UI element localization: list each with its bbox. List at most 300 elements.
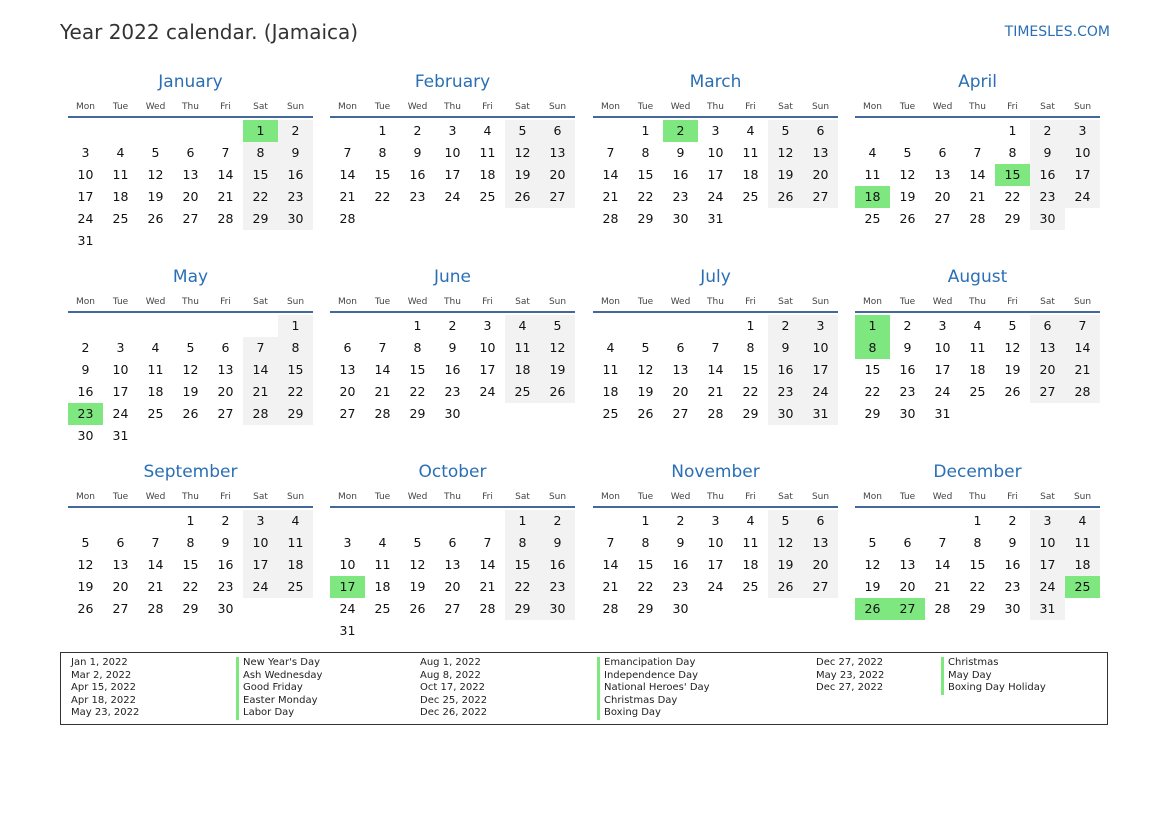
holiday-day-cell: 25	[1065, 576, 1100, 598]
day-cell: 19	[637, 384, 654, 399]
weekday-label: Sun	[286, 492, 305, 502]
day-cell: 2	[413, 123, 422, 138]
day-cell: 10	[243, 532, 278, 554]
day-cell: 2	[1008, 513, 1017, 528]
day-cell: 21	[1065, 359, 1100, 381]
day-cell: 1	[1008, 123, 1017, 138]
day-cell: 29	[637, 211, 654, 226]
day-cell: 5	[1008, 318, 1017, 333]
day-cell: 23	[672, 189, 689, 204]
day-cell: 31	[803, 403, 838, 425]
day-cell: 28	[969, 211, 986, 226]
day-cell: 16	[217, 557, 234, 572]
day-cell: 27	[444, 601, 461, 616]
weekday-label: Thu	[182, 492, 199, 502]
day-cell: 12	[1004, 340, 1021, 355]
day-cell: 19	[768, 164, 803, 186]
day-grid	[68, 510, 313, 642]
weekday-label: Sat	[778, 297, 793, 307]
day-cell: 28	[243, 403, 278, 425]
day-cell: 3	[938, 318, 947, 333]
day-cell: 12	[768, 532, 803, 554]
day-cell: 19	[1004, 362, 1021, 377]
day-cell: 13	[803, 532, 838, 554]
day-cell: 25	[864, 211, 881, 226]
day-cell: 19	[768, 554, 803, 576]
day-cell: 3	[483, 318, 492, 333]
day-cell: 22	[182, 579, 199, 594]
site-link[interactable]: TIMESLES.COM	[1004, 24, 1110, 40]
day-cell: 30	[444, 406, 461, 421]
legend-holiday-name: Christmas Day	[597, 695, 677, 708]
day-cell: 19	[182, 384, 199, 399]
day-cell: 17	[77, 189, 94, 204]
day-cell: 26	[1004, 384, 1021, 399]
day-cell: 28	[217, 211, 234, 226]
day-cell: 13	[217, 362, 234, 377]
legend-date: May 23, 2022	[71, 707, 140, 719]
day-cell: 13	[182, 167, 199, 182]
day-cell: 17	[444, 167, 461, 182]
day-cell: 8	[243, 142, 278, 164]
month-name: January	[158, 72, 223, 92]
day-cell: 6	[343, 340, 352, 355]
day-cell: 19	[505, 164, 540, 186]
header-rule	[855, 506, 1100, 508]
month-name: December	[933, 462, 1022, 482]
weekday-label: Thu	[969, 297, 986, 307]
day-cell: 18	[479, 167, 496, 182]
day-cell: 17	[803, 359, 838, 381]
day-cell: 18	[112, 189, 129, 204]
weekday-label: Mon	[863, 102, 882, 112]
weekday-header	[68, 492, 313, 504]
day-cell: 21	[707, 384, 724, 399]
legend-holiday-name: National Heroes' Day	[597, 682, 710, 695]
day-cell: 8	[505, 532, 540, 554]
weekday-label: Sat	[253, 492, 268, 502]
day-cell: 14	[602, 167, 619, 182]
day-cell: 11	[479, 145, 496, 160]
day-cell: 3	[81, 145, 90, 160]
day-grid	[330, 510, 575, 642]
legend-holiday-name: Boxing Day Holiday	[941, 682, 1046, 695]
day-cell: 3	[711, 513, 720, 528]
day-grid	[593, 510, 838, 642]
day-cell: 19	[899, 189, 916, 204]
day-cell: 26	[409, 601, 426, 616]
weekday-label: Wed	[670, 102, 691, 112]
day-cell: 14	[1065, 337, 1100, 359]
legend-date: May 23, 2022	[816, 669, 885, 681]
day-cell: 22	[637, 579, 654, 594]
day-cell: 27	[339, 406, 356, 421]
day-cell: 6	[116, 535, 125, 550]
day-cell: 11	[112, 167, 129, 182]
day-cell: 28	[934, 601, 951, 616]
day-cell: 6	[903, 535, 912, 550]
weekday-header	[330, 102, 575, 114]
legend-holiday-name: Labor Day	[236, 707, 294, 720]
day-cell: 29	[1004, 211, 1021, 226]
day-cell: 17	[112, 384, 129, 399]
day-cell: 11	[969, 340, 986, 355]
day-cell: 1	[378, 123, 387, 138]
weekday-label: Wed	[670, 297, 691, 307]
month-name: October	[418, 462, 487, 482]
day-cell: 20	[217, 384, 234, 399]
day-cell: 4	[278, 510, 313, 532]
day-cell: 18	[147, 384, 164, 399]
weekday-label: Thu	[969, 102, 986, 112]
day-cell: 11	[147, 362, 164, 377]
weekday-label: Tue	[637, 102, 654, 112]
day-grid	[855, 315, 1100, 447]
legend-holiday-name: Christmas	[941, 657, 998, 670]
holiday-day-cell: 27	[890, 598, 925, 620]
weekday-label: Thu	[707, 492, 724, 502]
day-cell: 17	[1065, 164, 1100, 186]
day-cell: 2	[1030, 120, 1065, 142]
day-cell: 12	[147, 167, 164, 182]
day-cell: 21	[217, 189, 234, 204]
day-cell: 15	[278, 359, 313, 381]
day-cell: 1	[973, 513, 982, 528]
weekday-label: Sat	[778, 492, 793, 502]
day-cell: 11	[1065, 532, 1100, 554]
weekday-label: Fri	[220, 102, 231, 112]
header-rule	[593, 116, 838, 118]
day-cell: 4	[606, 340, 615, 355]
day-cell: 10	[707, 535, 724, 550]
weekday-label: Fri	[220, 492, 231, 502]
day-cell: 8	[378, 145, 387, 160]
weekday-label: Sat	[1040, 102, 1055, 112]
weekday-label: Mon	[76, 492, 95, 502]
day-cell: 28	[602, 601, 619, 616]
legend-date: Jan 1, 2022	[71, 657, 128, 668]
legend-date: Dec 27, 2022	[816, 682, 884, 694]
day-cell: 30	[1030, 208, 1065, 230]
weekday-label: Sun	[548, 102, 567, 112]
day-cell: 5	[540, 315, 575, 337]
weekday-label: Mon	[601, 492, 620, 502]
header-rule	[68, 311, 313, 313]
day-cell: 1	[746, 318, 755, 333]
day-cell: 2	[81, 340, 90, 355]
day-cell: 19	[864, 579, 881, 594]
day-cell: 24	[77, 211, 94, 226]
day-cell: 19	[147, 189, 164, 204]
weekday-header	[330, 492, 575, 504]
weekday-label: Wed	[145, 102, 166, 112]
day-cell: 7	[343, 145, 352, 160]
legend-date: Apr 15, 2022	[71, 682, 137, 694]
month-name: November	[671, 462, 760, 482]
day-cell: 13	[112, 557, 129, 572]
weekday-label: Fri	[482, 102, 493, 112]
day-cell: 23	[540, 576, 575, 598]
day-cell: 6	[803, 120, 838, 142]
day-cell: 15	[864, 362, 881, 377]
day-cell: 18	[602, 384, 619, 399]
day-cell: 29	[278, 403, 313, 425]
day-cell: 13	[444, 557, 461, 572]
day-cell: 31	[1030, 598, 1065, 620]
day-grid	[855, 120, 1100, 252]
weekday-label: Wed	[932, 297, 953, 307]
weekday-label: Fri	[745, 297, 756, 307]
weekday-header	[330, 297, 575, 309]
day-cell: 7	[378, 340, 387, 355]
day-cell: 24	[803, 381, 838, 403]
weekday-header	[855, 297, 1100, 309]
day-cell: 18	[505, 359, 540, 381]
day-cell: 12	[637, 362, 654, 377]
day-cell: 13	[540, 142, 575, 164]
day-cell: 24	[1065, 186, 1100, 208]
weekday-label: Fri	[482, 297, 493, 307]
day-cell: 1	[641, 123, 650, 138]
weekday-header	[593, 102, 838, 114]
weekday-label: Tue	[374, 492, 391, 502]
day-cell: 16	[672, 167, 689, 182]
day-cell: 18	[374, 579, 391, 594]
day-cell: 19	[409, 579, 426, 594]
day-cell: 30	[540, 598, 575, 620]
day-cell: 4	[378, 535, 387, 550]
day-cell: 4	[116, 145, 125, 160]
day-cell: 29	[637, 601, 654, 616]
day-cell: 27	[182, 211, 199, 226]
day-cell: 25	[147, 406, 164, 421]
day-cell: 13	[1030, 337, 1065, 359]
day-cell: 3	[1030, 510, 1065, 532]
day-cell: 24	[1030, 576, 1065, 598]
day-grid	[593, 120, 838, 252]
weekday-header	[593, 297, 838, 309]
day-cell: 10	[1030, 532, 1065, 554]
day-cell: 25	[742, 579, 759, 594]
day-cell: 21	[339, 189, 356, 204]
day-cell: 17	[479, 362, 496, 377]
day-cell: 10	[934, 340, 951, 355]
day-cell: 20	[444, 579, 461, 594]
day-cell: 13	[934, 167, 951, 182]
day-cell: 2	[676, 513, 685, 528]
legend-holiday-name: Ash Wednesday	[236, 670, 322, 683]
day-cell: 9	[540, 532, 575, 554]
month-name: August	[947, 267, 1008, 287]
day-cell: 30	[899, 406, 916, 421]
weekday-label: Wed	[932, 102, 953, 112]
weekday-label: Mon	[338, 102, 357, 112]
day-cell: 20	[803, 164, 838, 186]
legend-holiday-name: Easter Monday	[236, 695, 318, 708]
day-cell: 24	[112, 406, 129, 421]
day-cell: 24	[707, 189, 724, 204]
day-cell: 19	[540, 359, 575, 381]
day-cell: 1	[278, 315, 313, 337]
day-cell: 26	[768, 186, 803, 208]
day-cell: 15	[182, 557, 199, 572]
day-cell: 15	[505, 554, 540, 576]
day-cell: 23	[217, 579, 234, 594]
weekday-label: Tue	[899, 297, 916, 307]
day-cell: 4	[483, 123, 492, 138]
day-cell: 12	[182, 362, 199, 377]
day-cell: 10	[479, 340, 496, 355]
day-cell: 23	[1030, 186, 1065, 208]
day-cell: 10	[339, 557, 356, 572]
day-cell: 4	[505, 315, 540, 337]
day-cell: 5	[903, 145, 912, 160]
header-rule	[593, 311, 838, 313]
day-cell: 25	[112, 211, 129, 226]
day-cell: 27	[217, 406, 234, 421]
legend-holiday-name: Good Friday	[236, 682, 303, 695]
day-cell: 24	[479, 384, 496, 399]
weekday-header	[593, 492, 838, 504]
day-cell: 23	[278, 186, 313, 208]
day-cell: 3	[803, 315, 838, 337]
legend-holiday-name: Independence Day	[597, 670, 698, 683]
day-cell: 30	[278, 208, 313, 230]
day-cell: 10	[803, 337, 838, 359]
weekday-label: Sun	[811, 492, 830, 502]
day-cell: 14	[217, 167, 234, 182]
day-grid	[68, 315, 313, 447]
day-cell: 22	[969, 579, 986, 594]
day-cell: 4	[973, 318, 982, 333]
weekday-label: Mon	[76, 297, 95, 307]
day-cell: 9	[221, 535, 230, 550]
day-cell: 6	[186, 145, 195, 160]
weekday-label: Mon	[338, 492, 357, 502]
day-cell: 6	[676, 340, 685, 355]
day-grid	[855, 510, 1100, 642]
day-cell: 21	[243, 381, 278, 403]
weekday-label: Sun	[1073, 102, 1092, 112]
weekday-label: Sun	[811, 297, 830, 307]
day-cell: 29	[182, 601, 199, 616]
weekday-label: Tue	[374, 297, 391, 307]
day-cell: 3	[448, 123, 457, 138]
weekday-label: Tue	[637, 492, 654, 502]
day-cell: 8	[746, 340, 755, 355]
day-cell: 27	[934, 211, 951, 226]
weekday-label: Mon	[863, 297, 882, 307]
holiday-day-cell: 1	[243, 120, 278, 142]
weekday-label: Thu	[444, 297, 461, 307]
day-cell: 16	[278, 164, 313, 186]
weekday-label: Sat	[253, 102, 268, 112]
month-name: June	[433, 267, 472, 287]
day-cell: 30	[77, 428, 94, 443]
month-name: March	[689, 72, 742, 92]
day-cell: 23	[672, 579, 689, 594]
day-cell: 8	[413, 340, 422, 355]
day-grid	[330, 315, 575, 447]
day-cell: 28	[707, 406, 724, 421]
day-cell: 25	[969, 384, 986, 399]
day-cell: 8	[1008, 145, 1017, 160]
weekday-label: Tue	[112, 297, 129, 307]
day-cell: 2	[221, 513, 230, 528]
legend-date: Dec 27, 2022	[816, 657, 884, 668]
day-cell: 21	[969, 189, 986, 204]
day-cell: 30	[768, 403, 803, 425]
holiday-day-cell: 18	[855, 186, 890, 208]
day-cell: 13	[803, 142, 838, 164]
header-rule	[330, 506, 575, 508]
day-cell: 8	[186, 535, 195, 550]
day-cell: 22	[409, 384, 426, 399]
day-cell: 14	[479, 557, 496, 572]
day-cell: 14	[934, 557, 951, 572]
day-cell: 9	[1008, 535, 1017, 550]
day-cell: 5	[81, 535, 90, 550]
day-cell: 20	[672, 384, 689, 399]
header-rule	[330, 116, 575, 118]
day-cell: 12	[77, 557, 94, 572]
weekday-label: Wed	[932, 492, 953, 502]
day-cell: 17	[707, 557, 724, 572]
day-cell: 9	[903, 340, 912, 355]
weekday-label: Fri	[1007, 492, 1018, 502]
day-cell: 7	[1065, 315, 1100, 337]
day-cell: 14	[969, 167, 986, 182]
weekday-label: Wed	[145, 297, 166, 307]
day-cell: 6	[540, 120, 575, 142]
day-cell: 10	[707, 145, 724, 160]
weekday-label: Thu	[182, 297, 199, 307]
weekday-label: Mon	[76, 102, 95, 112]
day-cell: 9	[1030, 142, 1065, 164]
day-cell: 23	[768, 381, 803, 403]
header-rule	[330, 311, 575, 313]
day-cell: 7	[711, 340, 720, 355]
weekday-label: Thu	[707, 102, 724, 112]
day-cell: 29	[505, 598, 540, 620]
day-cell: 16	[768, 359, 803, 381]
weekday-label: Wed	[407, 492, 428, 502]
day-cell: 28	[374, 406, 391, 421]
day-cell: 24	[339, 601, 356, 616]
day-cell: 14	[602, 557, 619, 572]
weekday-label: Sat	[1040, 492, 1055, 502]
day-cell: 7	[606, 535, 615, 550]
day-cell: 28	[147, 601, 164, 616]
day-cell: 10	[112, 362, 129, 377]
day-cell: 22	[278, 381, 313, 403]
weekday-label: Sun	[286, 102, 305, 112]
weekday-label: Sun	[548, 297, 567, 307]
day-cell: 12	[899, 167, 916, 182]
weekday-label: Thu	[707, 297, 724, 307]
day-cell: 20	[803, 554, 838, 576]
weekday-label: Tue	[899, 492, 916, 502]
weekday-label: Fri	[745, 492, 756, 502]
day-cell: 25	[602, 406, 619, 421]
day-cell: 13	[339, 362, 356, 377]
day-cell: 25	[742, 189, 759, 204]
day-cell: 1	[641, 513, 650, 528]
day-cell: 3	[116, 340, 125, 355]
legend-date: Oct 17, 2022	[420, 682, 485, 694]
weekday-label: Sat	[778, 102, 793, 112]
day-cell: 6	[448, 535, 457, 550]
